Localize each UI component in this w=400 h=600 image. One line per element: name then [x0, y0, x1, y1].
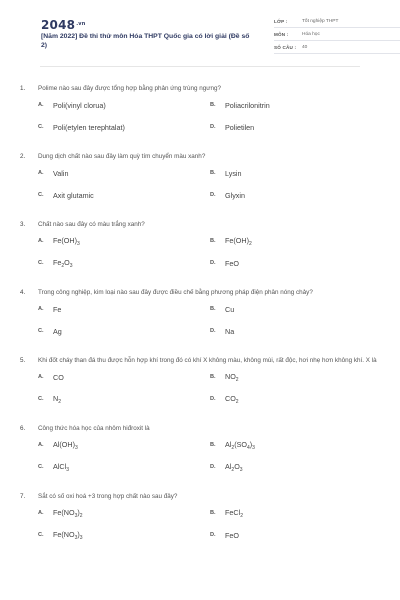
answer-options [38, 298, 380, 342]
option-text [225, 191, 245, 200]
formula-part: Glyxin [225, 190, 245, 200]
answer-option[interactable] [210, 230, 382, 252]
question-item [20, 84, 380, 138]
option-text [53, 394, 61, 405]
option-letter: D. [210, 464, 216, 470]
formula-part: ) [77, 507, 80, 517]
question-number: 3. [20, 221, 26, 228]
option-letter: D. [210, 328, 216, 334]
header-divider [40, 66, 360, 67]
option-text [53, 327, 62, 336]
answer-option[interactable] [38, 366, 210, 388]
formula-part: Poliacrilonitrin [225, 100, 270, 110]
option-letter: C. [38, 396, 44, 402]
option-letter: B. [210, 102, 216, 108]
question-item [20, 152, 380, 206]
answer-option[interactable] [38, 230, 210, 252]
question-number: 2. [20, 153, 26, 160]
option-letter: B. [210, 374, 216, 380]
question-text: Sắt có số oxi hoá +3 trong hợp chất nào sau đây? [38, 493, 178, 500]
question-number: 4. [20, 289, 26, 296]
formula-subscript: 3 [69, 262, 73, 269]
exam-title: [Năm 2022] Đề thi thử môn Hóa THPT Quốc gia có lời giải (Đề số 2) [41, 33, 250, 50]
option-letter: D. [210, 396, 216, 402]
question-text: Trong công nghiệp, kim loại nào sau đây được điều chế bằng phương pháp điện phân nóng chảy? [38, 289, 313, 296]
option-letter: C. [38, 464, 44, 470]
formula-part: Valin [53, 168, 69, 178]
answer-option[interactable] [38, 162, 210, 184]
option-letter: D. [210, 532, 216, 538]
question-stem [20, 84, 380, 94]
option-text [53, 508, 83, 519]
meta-key: MÔN : [274, 31, 289, 37]
formula-part: FeO [225, 530, 239, 540]
meta-row-class [274, 15, 400, 28]
option-text [225, 531, 239, 540]
option-letter: C. [38, 532, 44, 538]
formula-part: O [64, 257, 70, 267]
formula-part: Fe(NO [53, 529, 75, 539]
option-letter: A. [38, 170, 44, 176]
answer-option[interactable] [210, 184, 382, 206]
option-letter: A. [38, 442, 44, 448]
formula-part: Al(OH) [53, 439, 75, 449]
option-text [53, 258, 73, 269]
question-item [20, 424, 380, 478]
question-list [20, 84, 380, 546]
question-number: 6. [20, 425, 26, 432]
question-number: 5. [20, 357, 26, 364]
question-stem [20, 356, 380, 366]
answer-option[interactable] [38, 524, 210, 546]
option-letter: A. [38, 306, 44, 312]
answer-option[interactable] [38, 252, 210, 274]
formula-subscript: 3 [74, 534, 78, 541]
formula-subscript: 2 [248, 240, 252, 247]
formula-subscript: 3 [74, 512, 78, 519]
option-letter: B. [210, 238, 216, 244]
answer-options [38, 162, 380, 206]
option-letter: D. [210, 192, 216, 198]
question-stem [20, 492, 380, 502]
question-item [20, 288, 380, 342]
question-number: 7. [20, 493, 26, 500]
answer-option[interactable] [38, 116, 210, 138]
formula-part: NO [225, 371, 236, 381]
option-text [225, 394, 239, 405]
answer-option[interactable] [210, 388, 382, 410]
option-text [225, 372, 239, 383]
answer-option[interactable] [38, 184, 210, 206]
option-text [53, 236, 80, 247]
answer-option[interactable] [210, 162, 382, 184]
formula-part: ) [249, 439, 253, 449]
formula-part: Fe(OH) [225, 235, 249, 245]
answer-option[interactable] [210, 298, 382, 320]
formula-part: CO [225, 393, 236, 403]
option-letter: A. [38, 374, 44, 380]
option-text [53, 169, 68, 178]
option-text [225, 462, 243, 473]
question-text: Polime nào sau đây được tổng hợp bằng phản ứng trùng ngưng? [38, 85, 222, 92]
answer-option[interactable] [210, 456, 382, 478]
option-letter: A. [38, 510, 44, 516]
question-item [20, 356, 380, 410]
answer-option[interactable] [38, 298, 210, 320]
meta-value: 40 [302, 44, 308, 50]
formula-part: AlCl [53, 461, 67, 471]
option-letter: C. [38, 260, 44, 266]
formula-part: ) [77, 529, 80, 539]
answer-option[interactable] [210, 320, 382, 342]
option-letter: B. [210, 170, 216, 176]
option-letter: B. [210, 306, 216, 312]
answer-option[interactable] [38, 434, 210, 456]
answer-option[interactable] [210, 434, 382, 456]
option-text [53, 101, 106, 110]
formula-part: Al [225, 439, 232, 449]
option-text [53, 440, 78, 451]
formula-part: Fe [53, 304, 62, 314]
formula-subscript: 2 [235, 376, 239, 383]
formula-part: FeO [225, 258, 239, 268]
meta-value: Hóa học [302, 31, 320, 37]
option-letter: A. [38, 102, 44, 108]
answer-option[interactable] [210, 116, 382, 138]
question-number: 1. [20, 85, 26, 92]
formula-subscript: 2 [61, 262, 65, 269]
option-letter: B. [210, 510, 216, 516]
option-letter: B. [210, 442, 216, 448]
formula-part: FeCl [225, 507, 241, 517]
question-stem [20, 424, 380, 434]
formula-part: (SO [234, 439, 247, 449]
option-text [225, 169, 242, 178]
answer-option[interactable] [210, 94, 382, 116]
option-letter: C. [38, 192, 44, 198]
exam-meta [274, 15, 400, 54]
formula-part: Lysin [225, 168, 242, 178]
answer-option[interactable] [38, 320, 210, 342]
question-stem [20, 288, 380, 298]
formula-subscript: 3 [79, 534, 83, 541]
question-stem [20, 220, 380, 230]
answer-options [38, 366, 380, 410]
formula-part: Poli(etylen terephtalat) [53, 122, 125, 132]
option-text [53, 530, 83, 541]
formula-subscript: 3 [66, 466, 69, 473]
option-letter: D. [210, 260, 216, 266]
option-text [225, 259, 239, 268]
question-text: Dung dịch chất nào sau đây làm quỳ tím chuyển màu xanh? [38, 153, 206, 160]
formula-part: Axit glutamic [53, 190, 94, 200]
answer-options [38, 502, 380, 546]
formula-subscript: 2 [240, 512, 243, 519]
option-text [225, 305, 234, 314]
formula-part: Ag [53, 326, 62, 336]
question-text: Chất nào sau đây có màu trắng xanh? [38, 221, 145, 228]
option-text [225, 123, 254, 132]
answer-options [38, 230, 380, 274]
site-logo[interactable]: $2048^{.vn}$ [41, 18, 86, 32]
formula-subscript: 2 [79, 512, 83, 519]
option-text [53, 305, 61, 314]
meta-row-subject [274, 28, 400, 41]
answer-option[interactable] [38, 388, 210, 410]
formula-subscript: 4 [246, 444, 250, 451]
formula-subscript: 2 [231, 466, 235, 473]
page-header [20, 0, 380, 70]
option-text [53, 191, 94, 200]
option-letter: C. [38, 328, 44, 334]
answer-option[interactable] [38, 456, 210, 478]
question-stem [20, 152, 380, 162]
formula-part: Na [225, 326, 235, 336]
formula-part: O [234, 461, 240, 471]
formula-subscript: 3 [239, 466, 243, 473]
answer-options [38, 434, 380, 478]
answer-option[interactable] [210, 252, 382, 274]
option-text [225, 101, 270, 110]
question-text: Công thức hóa học của nhôm hiđroxit là [38, 425, 150, 432]
formula-subscript: 3 [76, 240, 80, 247]
formula-subscript: 2 [231, 444, 235, 451]
formula-part: Poli(vinyl clorua) [53, 100, 106, 110]
question-item [20, 220, 380, 274]
answer-option[interactable] [210, 366, 382, 388]
formula-part: CO [53, 372, 64, 382]
option-text [225, 236, 252, 247]
option-text [53, 123, 125, 132]
answer-option[interactable] [210, 502, 382, 524]
formula-subscript: 2 [58, 398, 61, 405]
formula-part: Fe(OH) [53, 235, 77, 245]
option-text [225, 327, 234, 336]
meta-row-count [274, 41, 400, 54]
question-item [20, 492, 380, 546]
option-text [53, 462, 69, 473]
question-text: Khi đốt cháy than đá thu được hỗn hợp khí trong đó có khí X không màu, không mùi, rất độc, hơi nhẹ hơn không khí. X là [38, 357, 377, 364]
answer-option[interactable] [210, 524, 382, 546]
formula-part: Fe [53, 257, 62, 267]
meta-key: SỐ CÂU : [274, 44, 297, 50]
answer-options [38, 94, 380, 138]
formula-part: N [53, 393, 59, 403]
option-letter: C. [38, 124, 44, 130]
meta-value: Tốt nghiệp THPT [302, 18, 339, 24]
formula-subscript: 3 [252, 444, 255, 451]
formula-part: Cu [225, 304, 235, 314]
formula-part: Al [225, 461, 232, 471]
option-text [53, 373, 64, 382]
answer-option[interactable] [38, 502, 210, 524]
answer-option[interactable] [38, 94, 210, 116]
option-text [225, 440, 255, 451]
formula-part: Fe(NO [53, 507, 75, 517]
formula-subscript: 2 [235, 398, 239, 405]
formula-part: Polietilen [225, 122, 255, 132]
formula-subscript: 3 [74, 444, 78, 451]
option-letter: D. [210, 124, 216, 130]
option-text [225, 508, 243, 519]
option-letter: A. [38, 238, 44, 244]
meta-key: LỚP : [274, 18, 288, 24]
